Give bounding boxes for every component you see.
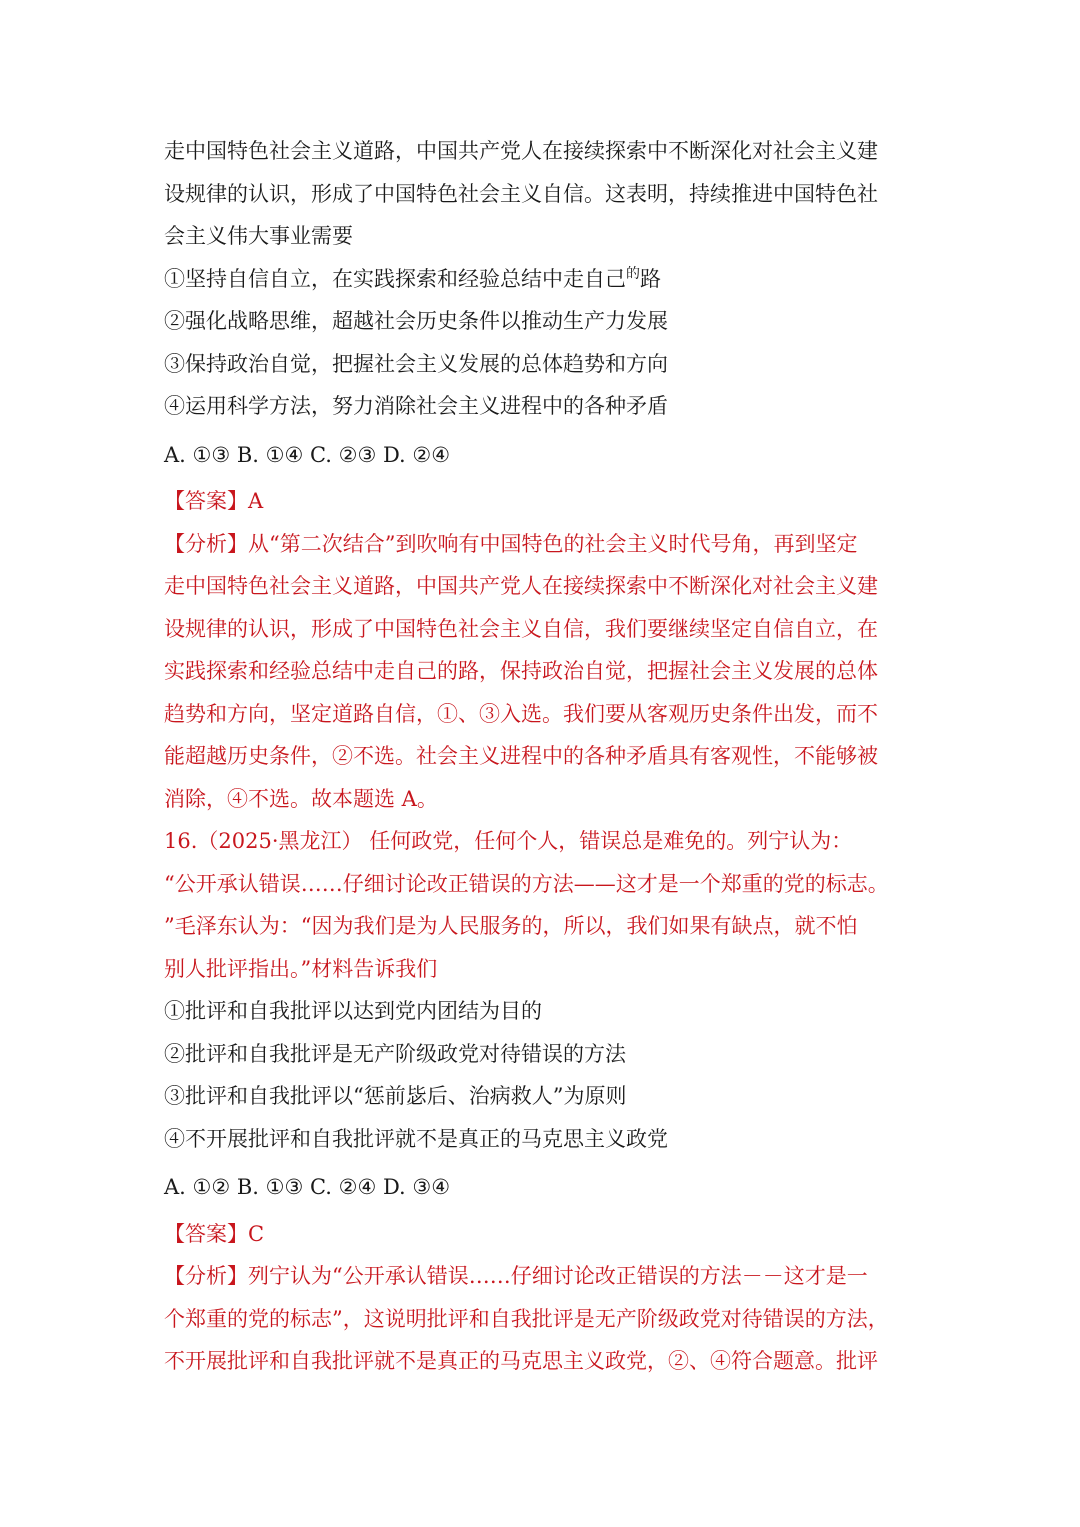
q16-stem-line-4: 别人批评指出。”材料告诉我们 xyxy=(164,956,438,981)
q15-analysis-line-4: 实践探索和经验总结中走自己的路，保持政治自觉，把握社会主义发展的总体 xyxy=(164,659,878,683)
q16-analysis-line-2: 个郑重的党的标志”，这说明批评和自我批评是无产阶级政党对待错误的方法， xyxy=(164,1306,889,1331)
q15-option-1 xyxy=(164,258,924,301)
q15-analysis-line-3: 设规律的认识，形成了中国特色社会主义自信，我们要继续坚定自信自立，在 xyxy=(164,616,878,641)
question-15 xyxy=(164,130,924,820)
q15-option-1-text: ①坚持自信自立，在实践探索和经验总结中走自己 xyxy=(164,266,626,291)
q15-option-3: ③保持政治自觉，把握社会主义发展的总体趋势和方向 xyxy=(164,351,668,376)
q15-analysis-line-5: 趋势和方向，坚定道路自信，①、③入选。我们要从客观历史条件出发，而不 xyxy=(164,701,878,726)
q16-stem-line-1: 16.（2025·黑龙江） 任何政党，任何个人，错误总是难免的。列宁认为： xyxy=(164,829,853,853)
q15-choices: A. ①③ B. ①④ C. ②③ D. ②④ xyxy=(164,442,451,467)
q15-option-4: ④运用科学方法，努力消除社会主义进程中的各种矛盾 xyxy=(164,394,668,418)
q16-stem-line-2: “公开承认错误……仔细讨论改正错误的方法——这才是一个郑重的党的标志。 xyxy=(164,871,889,896)
q16-option-4: ④不开展批评和自我批评就不是真正的马克思主义政党 xyxy=(164,1126,668,1151)
q16-answer: 【答案】C xyxy=(164,1221,265,1246)
q15-option-1-tail: 路 xyxy=(640,266,661,291)
q16-option-1: ①批评和自我批评以达到党内团结为目的 xyxy=(164,999,542,1023)
q16-option-3: ③批评和自我批评以“惩前毖后、治病救人”为原则 xyxy=(164,1084,627,1108)
question-16 xyxy=(164,820,924,1383)
q16-stem-line-3: ”毛泽东认为：“因为我们是为人民服务的，所以，我们如果有缺点，就不怕 xyxy=(164,914,858,938)
q16-analysis-line-1: 【分析】列宁认为“公开承认错误……仔细讨论改正错误的方法－－这才是一 xyxy=(164,1264,868,1288)
q15-analysis-line-7: 消除，④不选。故本题选 A。 xyxy=(164,786,438,811)
q15-stem-line-3: 会主义伟大事业需要 xyxy=(164,224,353,248)
q15-stem-line-1: 走中国特色社会主义道路，中国共产党人在接续探索中不断深化对社会主义建 xyxy=(164,139,878,163)
q15-stem-line-2: 设规律的认识，形成了中国特色社会主义自信。这表明，持续推进中国特色社 xyxy=(164,181,878,206)
q16-analysis-line-3: 不开展批评和自我批评就不是真正的马克思主义政党，②、④符合题意。批评 xyxy=(164,1349,878,1373)
q16-choices: A. ①② B. ①③ C. ②④ D. ③④ xyxy=(164,1175,451,1199)
q15-answer: 【答案】A xyxy=(164,489,264,513)
q15-option-1-superscript: 的 xyxy=(626,265,640,282)
q15-analysis-line-6: 能超越历史条件，②不选。社会主义进程中的各种矛盾具有客观性，不能够被 xyxy=(164,744,878,768)
q16-option-2: ②批评和自我批评是无产阶级政党对待错误的方法 xyxy=(164,1041,626,1066)
q15-option-2: ②强化战略思维，超越社会历史条件以推动生产力发展 xyxy=(164,309,668,333)
q15-analysis-line-1: 【分析】从“第二次结合”到吹响有中国特色的社会主义时代号角，再到坚定 xyxy=(164,531,858,556)
document-page xyxy=(164,130,924,1383)
q15-analysis-line-2: 走中国特色社会主义道路，中国共产党人在接续探索中不断深化对社会主义建 xyxy=(164,574,878,598)
